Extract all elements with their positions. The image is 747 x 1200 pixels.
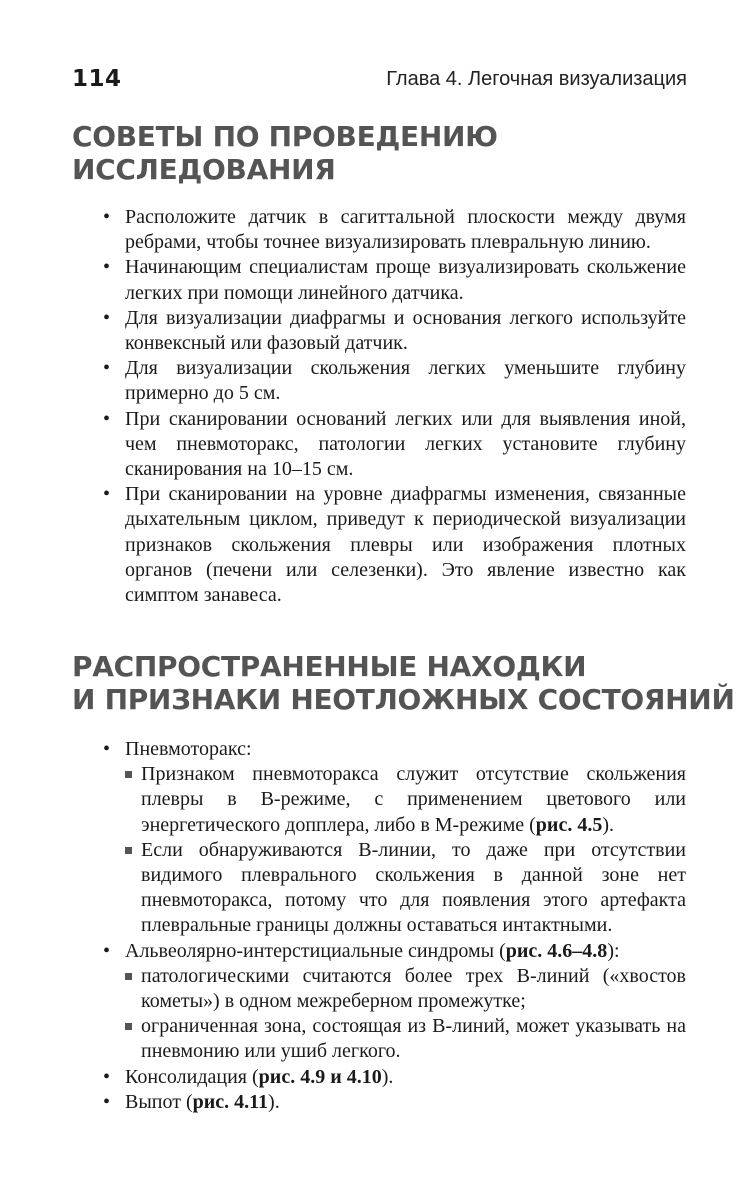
heading-line: ИССЛЕДОВАНИЯ: [72, 153, 336, 186]
list-item-alveolar: [103, 939, 686, 1065]
list-item-text: Для визуализации диафрагмы и основания легкого используйте конвексный или фазовый датчик.: [125, 306, 686, 355]
heading-line: РАСПРОСТРАНЕННЫЕ НАХОДКИ: [72, 650, 587, 683]
sub-list-item: [125, 762, 686, 838]
bullet-icon: •: [103, 1090, 111, 1113]
sub-item-text: патологическими считаются более трех B-линий («хвостов кометы») в одном межреберном промежутке;: [141, 964, 686, 1013]
sub-list: [125, 762, 686, 938]
list-item: [103, 407, 686, 483]
list-item: [103, 482, 686, 608]
sub-item-text-end: ).: [602, 813, 614, 836]
list-item-text-end: ).: [381, 1065, 394, 1088]
list-item-consolidation: [103, 1065, 686, 1090]
list-item-text: Начинающим специалистам проще визуализировать скольжение легких при помощи линейного датчика.: [125, 256, 686, 304]
bullet-icon: •: [103, 306, 111, 329]
bullet-icon: •: [103, 1065, 111, 1088]
running-head: Глава 4. Легочная визуализация: [386, 68, 687, 90]
square-bullet-icon: [125, 847, 132, 854]
section-heading-findings: [72, 650, 735, 716]
list-item: [103, 205, 686, 255]
sub-list-item: [125, 964, 686, 1014]
bullet-icon: •: [103, 407, 111, 430]
list-item-text: Для визуализации скольжения легких уменьшите глубину примерно до 5 см.: [125, 357, 686, 405]
square-bullet-icon: [125, 1023, 132, 1030]
heading-line: СОВЕТЫ ПО ПРОВЕДЕНИЮ: [72, 120, 498, 153]
list-item-text-end: ).: [268, 1090, 280, 1113]
list-item: [103, 255, 686, 305]
bullet-icon: •: [103, 206, 111, 228]
list-item-text: Пневмоторакс:: [125, 738, 252, 760]
list-item: [103, 356, 686, 406]
list-item-text: Расположите датчик в сагиттальной плоскости между двумя ребрами, чтобы точнее визуализировать плевральную линию.: [125, 206, 686, 254]
sub-item-text: Признаком пневмоторакса служит отсутствие скольжения плевры в B-режиме, с применением цветового или энергетического допплера, либо в M-режиме (: [141, 763, 686, 836]
figure-reference: рис. 4.5: [535, 813, 603, 836]
list-item-text: При сканировании на уровне диафрагмы изменения, связанные дыхательным циклом, приведут к периодической визуализации признаков скольжения плевры или изображения плотных органов (печени или селезенки). Это явление известно как симптом занавеса.: [125, 483, 686, 607]
bullet-icon: •: [103, 256, 111, 279]
list-item-text: При сканировании оснований легких или для выявления иной, чем пневмоторакс, патологии легких установите глубину сканирования на 10–15 см.: [125, 407, 686, 481]
list-item-effusion: [103, 1090, 686, 1115]
sub-list-item: [125, 1014, 686, 1064]
sub-list-item: [125, 838, 686, 939]
bullet-icon: •: [103, 738, 111, 760]
figure-reference: рис. 4.11: [192, 1090, 269, 1113]
section-heading-tips: [72, 120, 498, 186]
page-number: 114: [72, 66, 122, 92]
list-item-text: Консолидация (: [125, 1065, 259, 1088]
list-item: [103, 306, 686, 356]
sub-item-text: ограниченная зона, состоящая из B-линий, может указывать на пневмонию или ушиб легкого.: [141, 1015, 686, 1063]
bullet-icon: •: [103, 939, 111, 962]
tips-list: [103, 205, 686, 608]
bullet-icon: •: [103, 357, 111, 380]
heading-line: И ПРИЗНАКИ НЕОТЛОЖНЫХ СОСТОЯНИЙ: [72, 683, 735, 716]
square-bullet-icon: [125, 973, 132, 980]
sub-list: [125, 964, 686, 1065]
bullet-icon: •: [103, 483, 111, 506]
figure-reference: рис. 4.6–4.8: [505, 939, 608, 962]
list-item-pneumothorax: [103, 737, 686, 939]
list-item-text: Альвеолярно-интерстициальные синдромы (: [125, 939, 506, 962]
list-item-text-end: ):: [607, 939, 620, 962]
findings-list: [103, 737, 686, 1115]
list-item-text: Выпот (: [125, 1090, 193, 1113]
square-bullet-icon: [125, 771, 132, 778]
sub-item-text: Если обнаруживаются B-линии, то даже при отсутствии видимого плеврального скольжения в данной зоне нет пневмоторакса, потому что для появления этого артефакта плевральные границы должны оставаться интактными.: [141, 838, 686, 937]
figure-reference: рис. 4.9 и 4.10: [258, 1065, 382, 1088]
